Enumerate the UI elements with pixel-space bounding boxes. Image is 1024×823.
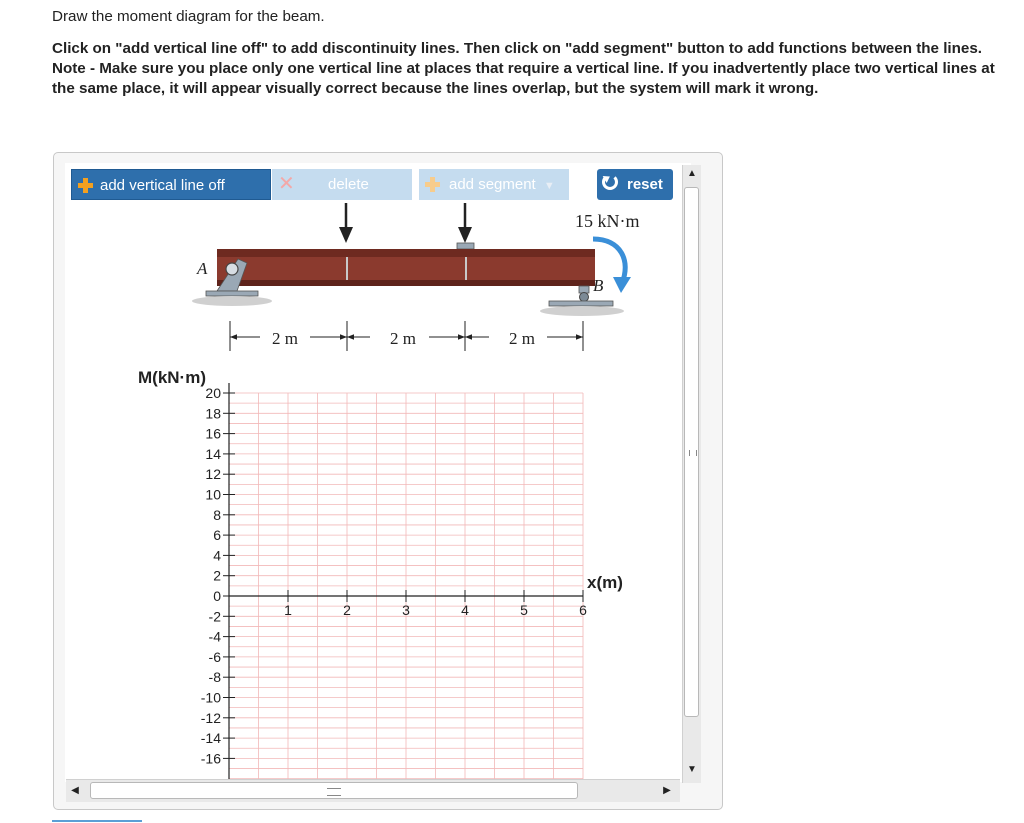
- underline-link-stub: [52, 820, 142, 822]
- moment-diagram-tool: [53, 152, 723, 810]
- delete-label: delete: [328, 176, 369, 193]
- support-a-label: A: [197, 259, 208, 278]
- plus-icon: [425, 177, 440, 192]
- y-tick-label: 8: [213, 506, 221, 523]
- delete-x-icon: ✕: [278, 173, 295, 195]
- scroll-left-arrow-icon[interactable]: ◀: [71, 785, 79, 796]
- y-tick-label: 16: [205, 425, 221, 442]
- y-tick-label: -6: [208, 648, 221, 665]
- x-tick-label: 2: [343, 602, 351, 618]
- dimension-label-2: 2 m: [390, 329, 416, 348]
- add-segment-label: add segment: [449, 176, 536, 193]
- x-tick-label: 4: [461, 602, 469, 618]
- add-segment-button[interactable]: [419, 169, 569, 200]
- delete-button[interactable]: [272, 169, 412, 200]
- dimension-label-3: 2 m: [509, 329, 535, 348]
- reset-icon: [602, 174, 618, 190]
- grip-icon: [689, 450, 697, 456]
- y-tick-label: 18: [205, 405, 221, 422]
- graph-grid: [229, 393, 583, 782]
- scroll-up-arrow-icon[interactable]: ▲: [687, 168, 697, 179]
- instructions: [52, 39, 1017, 99]
- y-tick-label: -14: [200, 730, 221, 747]
- scroll-right-arrow-icon[interactable]: ▶: [663, 785, 671, 796]
- y-tick-label: -16: [200, 750, 221, 767]
- add-vertical-line-label: add vertical line off: [100, 177, 225, 194]
- vertical-scrollbar[interactable]: [682, 165, 701, 783]
- y-axis-title: M(kN·m): [138, 368, 206, 387]
- add-vertical-line-button[interactable]: [71, 169, 271, 200]
- y-tick-label: -10: [200, 689, 221, 706]
- y-tick-label: -4: [208, 628, 221, 645]
- x-tick-label: 6: [579, 602, 587, 618]
- support-b-label: B: [593, 276, 604, 295]
- y-tick-label: 10: [205, 486, 221, 503]
- chevron-down-icon: ▼: [543, 180, 555, 192]
- beam: [217, 249, 595, 286]
- horizontal-scrollbar[interactable]: [66, 779, 680, 802]
- y-tick-label: -8: [208, 669, 221, 686]
- roller-support-b: [540, 286, 624, 316]
- y-tick-label: 6: [213, 527, 221, 544]
- y-tick-label: 14: [205, 445, 221, 462]
- instruction-line-1: Click on "add vertical line off" to add discontinuity lines. Then click on "add segment" button to add functions between the lines.: [52, 40, 983, 57]
- x-axis-title: x(m): [587, 573, 623, 592]
- y-tick-label: 4: [213, 547, 221, 564]
- instruction-note: Note - Make sure you place only one vertical line at places that require a vertical line. If you inadvertently place two vertical lines at the same place, it will appear visually correct because the lines overlap, but the system will mark it wrong.: [52, 60, 995, 97]
- plus-icon: [78, 178, 93, 193]
- vertical-scroll-thumb[interactable]: [684, 187, 699, 717]
- y-tick-label: 12: [205, 466, 221, 483]
- y-axis-ticks: [201, 385, 235, 766]
- point-load-arrow-2: [458, 203, 472, 243]
- scroll-down-arrow-icon[interactable]: ▼: [687, 764, 697, 775]
- drawing-canvas[interactable]: [65, 163, 691, 782]
- intro-text: Draw the moment diagram for the beam.: [52, 8, 325, 25]
- horizontal-scroll-thumb[interactable]: [90, 782, 578, 799]
- y-tick-label: -2: [208, 608, 221, 625]
- y-tick-label: -12: [200, 709, 221, 726]
- x-tick-label: 1: [284, 602, 292, 618]
- y-tick-label: 2: [213, 567, 221, 584]
- reset-label: reset: [627, 176, 663, 193]
- canvas-graphics: [65, 163, 691, 782]
- dimension-label-1: 2 m: [272, 329, 298, 348]
- load-plate: [457, 243, 474, 249]
- y-tick-label: 0: [213, 588, 221, 604]
- point-load-arrow-1: [339, 203, 353, 243]
- x-tick-label: 5: [520, 602, 528, 618]
- y-tick-label: 20: [205, 385, 221, 401]
- reset-button[interactable]: [597, 169, 673, 200]
- x-tick-label: 3: [402, 602, 410, 618]
- grip-icon: [327, 788, 341, 796]
- moment-label: 15 kN·m: [575, 211, 640, 231]
